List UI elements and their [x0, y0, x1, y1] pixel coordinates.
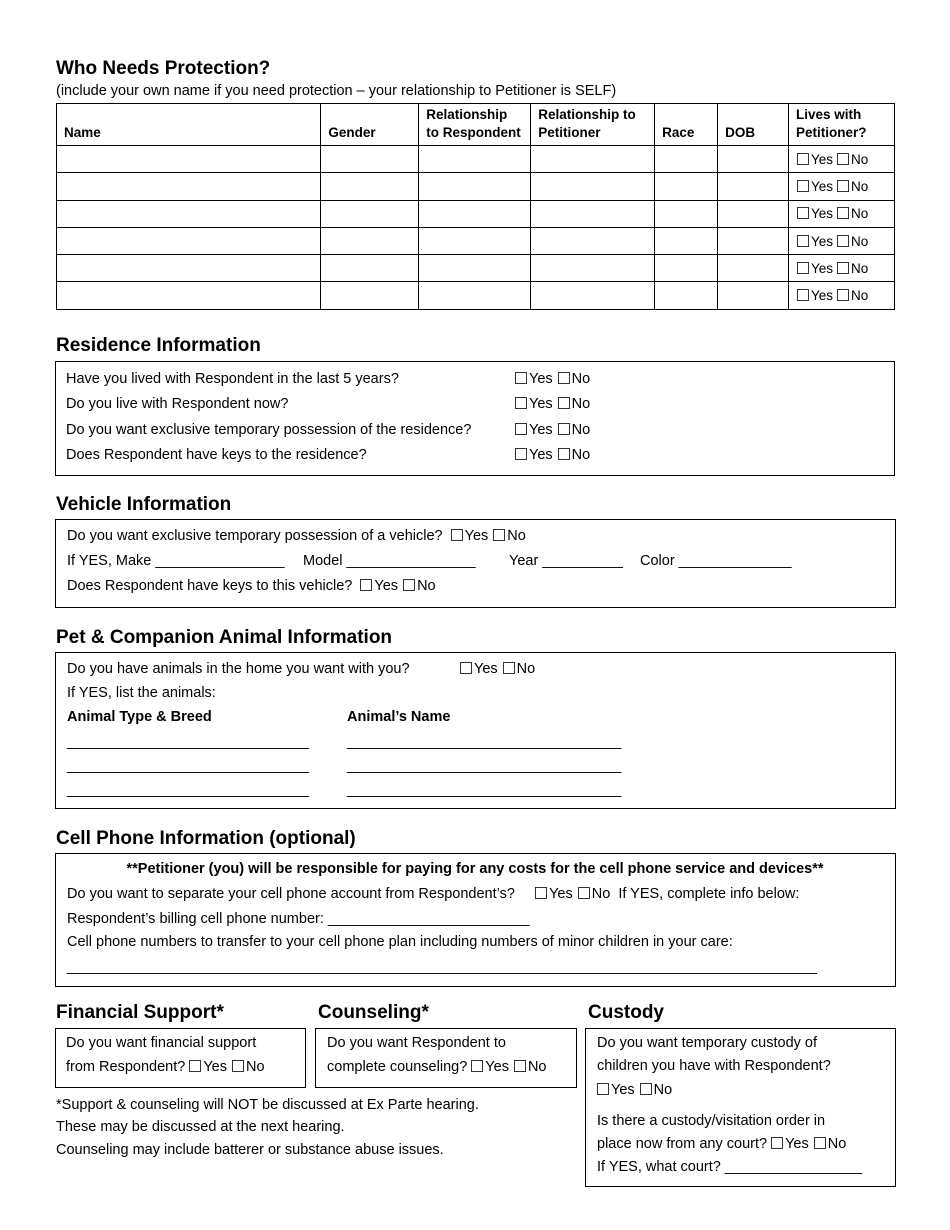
custody-court-field[interactable]: If YES, what court? _________________ [597, 1159, 862, 1175]
residence-title: Residence Information [56, 335, 261, 356]
pets-q1-no-checkbox[interactable] [503, 662, 515, 674]
cell-title: Cell Phone Information (optional) [56, 828, 356, 849]
custody-q1-yes-checkbox[interactable] [597, 1083, 609, 1095]
yes-label: Yes [529, 371, 553, 387]
rel-respondent-cell[interactable] [419, 146, 531, 173]
vehicle-year-field[interactable]: Year __________ [509, 553, 623, 569]
custody-box [585, 1028, 896, 1187]
cell-billing-field[interactable]: Respondent’s billing cell phone number: _________________________ [67, 911, 530, 927]
rel-petitioner-cell[interactable] [531, 227, 655, 254]
custody-line4: place now from any court? [597, 1136, 768, 1152]
lives-with-yes-checkbox[interactable] [797, 262, 809, 274]
vehicle-q1-row [67, 528, 526, 544]
lives-with-no-checkbox[interactable] [837, 207, 849, 219]
rel-petitioner-cell[interactable] [531, 173, 655, 200]
col-header-lives-with: Lives with Petitioner? [789, 104, 895, 146]
no-label: No [851, 260, 869, 276]
no-label: No [653, 1082, 673, 1098]
no-label: No [851, 178, 869, 194]
no-label: No [851, 151, 869, 167]
cell-box [55, 853, 896, 987]
lives-with-cell [789, 173, 895, 200]
rel-respondent-cell[interactable] [419, 255, 531, 282]
lives-with-no-checkbox[interactable] [837, 262, 849, 274]
no-label: No [527, 1059, 547, 1075]
dob-cell[interactable] [718, 255, 789, 282]
lives-with-cell [789, 227, 895, 254]
financial-box [55, 1028, 306, 1088]
gender-cell[interactable] [321, 146, 419, 173]
col-header-rel-respondent: Relationship to Respondent [419, 104, 531, 146]
residence-q1-yesno [515, 371, 590, 387]
pets-q1-yes-checkbox[interactable] [460, 662, 472, 674]
pets-col-name: Animal’s Name [347, 709, 451, 725]
financial-no-checkbox[interactable] [232, 1060, 244, 1072]
yes-label: Yes [374, 578, 399, 594]
dob-cell[interactable] [718, 173, 789, 200]
protection-row [57, 173, 895, 200]
name-cell[interactable] [57, 173, 321, 200]
lives-with-yes-checkbox[interactable] [797, 289, 809, 301]
race-cell[interactable] [655, 200, 718, 227]
financial-line2: from Respondent? [66, 1059, 186, 1075]
residence-q2-no-checkbox[interactable] [558, 397, 570, 409]
yes-label: Yes [203, 1059, 227, 1075]
protection-row [57, 282, 895, 309]
residence-q1-no-checkbox[interactable] [558, 372, 570, 384]
no-label: No [851, 206, 869, 222]
pets-name-line-2[interactable]: __________________________________ [347, 758, 622, 774]
gender-cell[interactable] [321, 227, 419, 254]
protection-title: Who Needs Protection? [56, 58, 271, 79]
rel-petitioner-cell[interactable] [531, 146, 655, 173]
rel-petitioner-cell[interactable] [531, 255, 655, 282]
lives-with-no-checkbox[interactable] [837, 289, 849, 301]
col-header-race: Race [655, 104, 718, 146]
pets-q1: Do you have animals in the home you want with you? [67, 661, 410, 677]
dob-cell[interactable] [718, 200, 789, 227]
counseling-yes-checkbox[interactable] [471, 1060, 483, 1072]
residence-q2-yes-checkbox[interactable] [515, 397, 527, 409]
pets-type-line-1[interactable]: ______________________________ [67, 734, 309, 750]
yes-label: Yes [485, 1059, 509, 1075]
no-label: No [571, 447, 591, 463]
dob-cell[interactable] [718, 227, 789, 254]
dob-cell[interactable] [718, 146, 789, 173]
cell-q1-yes-checkbox[interactable] [535, 887, 547, 899]
protection-row [57, 255, 895, 282]
residence-q1-yes-checkbox[interactable] [515, 372, 527, 384]
cell-transfer-line[interactable]: _____________________________________________________________________________________________ [67, 959, 817, 975]
no-label: No [417, 578, 436, 594]
col-header-dob: DOB [718, 104, 789, 146]
counseling-box [315, 1028, 577, 1088]
vehicle-box [55, 519, 896, 608]
pets-list-prompt: If YES, list the animals: [67, 685, 216, 701]
residence-q3-yesno [515, 422, 590, 438]
footnote-line1: *Support & counseling will NOT be discussed at Ex Parte hearing. [56, 1097, 479, 1113]
yes-label: Yes [811, 260, 834, 276]
protection-header-row [57, 104, 895, 146]
yes-label: Yes [785, 1136, 809, 1152]
pets-name-line-1[interactable]: __________________________________ [347, 734, 622, 750]
custody-line2: children you have with Respondent? [597, 1058, 831, 1074]
lives-with-cell [789, 200, 895, 227]
no-label: No [507, 528, 526, 544]
no-label: No [571, 422, 591, 438]
protection-subtitle: (include your own name if you need protection – your relationship to Petitioner is SELF) [56, 83, 617, 99]
custody-line3: Is there a custody/visitation order in [597, 1113, 826, 1129]
footnote-line2: These may be discussed at the next hearing. [56, 1119, 345, 1135]
vehicle-model-field[interactable]: Model ________________ [303, 553, 476, 569]
yes-label: Yes [811, 288, 834, 304]
rel-respondent-cell[interactable] [419, 173, 531, 200]
rel-respondent-cell[interactable] [419, 200, 531, 227]
gender-cell[interactable] [321, 255, 419, 282]
rel-petitioner-cell[interactable] [531, 282, 655, 309]
cell-q1-after: If YES, complete info below: [618, 886, 800, 902]
yes-label: Yes [811, 178, 834, 194]
lives-with-yes-checkbox[interactable] [797, 207, 809, 219]
race-cell[interactable] [655, 146, 718, 173]
custody-line1: Do you want temporary custody of [597, 1035, 818, 1051]
lives-with-cell [789, 282, 895, 309]
protection-table [56, 103, 895, 310]
financial-line2-row [66, 1059, 265, 1075]
custody-q1-no-checkbox[interactable] [640, 1083, 652, 1095]
counseling-no-checkbox[interactable] [514, 1060, 526, 1072]
cell-q1: Do you want to separate your cell phone account from Respondent’s? [67, 886, 515, 902]
residence-box [55, 361, 895, 476]
race-cell[interactable] [655, 282, 718, 309]
lives-with-yes-checkbox[interactable] [797, 153, 809, 165]
rel-petitioner-cell[interactable] [531, 200, 655, 227]
pets-q1-yesno [460, 661, 535, 677]
residence-q4-no-checkbox[interactable] [558, 448, 570, 460]
custody-title: Custody [588, 1002, 664, 1023]
residence-q2-yesno [515, 396, 590, 412]
lives-with-no-checkbox[interactable] [837, 153, 849, 165]
residence-q4: Does Respondent have keys to the residence? [66, 447, 367, 463]
rel-respondent-cell[interactable] [419, 282, 531, 309]
vehicle-q2-row [67, 578, 436, 594]
col-header-gender: Gender [321, 104, 419, 146]
footnote-line3: Counseling may include batterer or substance abuse issues. [56, 1142, 444, 1158]
lives-with-cell [789, 146, 895, 173]
financial-title: Financial Support* [56, 1002, 224, 1023]
yes-label: Yes [811, 206, 834, 222]
vehicle-q1-yes-checkbox[interactable] [451, 529, 463, 541]
pets-type-line-2[interactable]: ______________________________ [67, 758, 309, 774]
no-label: No [851, 233, 869, 249]
yes-label: Yes [549, 886, 573, 902]
residence-q3-yes-checkbox[interactable] [515, 423, 527, 435]
custody-q2-no-checkbox[interactable] [814, 1137, 826, 1149]
pets-col-type: Animal Type & Breed [67, 709, 212, 725]
cell-notice: **Petitioner (you) will be responsible for paying for any costs for the cell phone service and devices** [126, 861, 824, 877]
custody-q1-yesno [597, 1082, 672, 1098]
no-label: No [851, 288, 869, 304]
race-cell[interactable] [655, 173, 718, 200]
financial-yes-checkbox[interactable] [189, 1060, 201, 1072]
lives-with-no-checkbox[interactable] [837, 180, 849, 192]
dob-cell[interactable] [718, 282, 789, 309]
no-label: No [571, 371, 591, 387]
pets-title: Pet & Companion Animal Information [56, 627, 393, 648]
gender-cell[interactable] [321, 173, 419, 200]
residence-q3-no-checkbox[interactable] [558, 423, 570, 435]
lives-with-yes-checkbox[interactable] [797, 235, 809, 247]
yes-label: Yes [529, 447, 553, 463]
no-label: No [245, 1059, 265, 1075]
no-label: No [516, 661, 536, 677]
lives-with-cell [789, 255, 895, 282]
counseling-line1: Do you want Respondent to [327, 1035, 506, 1051]
no-label: No [571, 396, 591, 412]
name-cell[interactable] [57, 146, 321, 173]
vehicle-q2: Does Respondent have keys to this vehicle? [67, 578, 353, 594]
vehicle-make-field[interactable]: If YES, Make ________________ [67, 553, 285, 569]
race-cell[interactable] [655, 227, 718, 254]
counseling-title: Counseling* [318, 1002, 429, 1023]
custody-line4-row [597, 1136, 846, 1152]
residence-q1: Have you lived with Respondent in the last 5 years? [66, 371, 399, 387]
vehicle-color-field[interactable]: Color ______________ [640, 553, 792, 569]
no-label: No [827, 1136, 847, 1152]
cell-transfer-label: Cell phone numbers to transfer to your cell phone plan including numbers of minor children in your care: [67, 934, 733, 950]
yes-label: Yes [529, 422, 553, 438]
vehicle-title: Vehicle Information [56, 494, 232, 515]
yes-label: Yes [464, 528, 489, 544]
pets-name-line-3[interactable]: __________________________________ [347, 782, 622, 798]
residence-q4-yes-checkbox[interactable] [515, 448, 527, 460]
cell-q1-row [67, 886, 799, 902]
race-cell[interactable] [655, 255, 718, 282]
protection-row [57, 227, 895, 254]
col-header-name: Name [57, 104, 321, 146]
financial-line1: Do you want financial support [66, 1035, 257, 1051]
protection-row [57, 146, 895, 173]
yes-label: Yes [611, 1082, 635, 1098]
name-cell[interactable] [57, 255, 321, 282]
counseling-line2-row [327, 1059, 547, 1075]
name-cell[interactable] [57, 282, 321, 309]
residence-q2: Do you live with Respondent now? [66, 396, 289, 412]
vehicle-q2-no-checkbox[interactable] [403, 579, 415, 591]
name-cell[interactable] [57, 227, 321, 254]
vehicle-q2-yes-checkbox[interactable] [360, 579, 372, 591]
cell-q1-no-checkbox[interactable] [578, 887, 590, 899]
yes-label: Yes [474, 661, 498, 677]
pets-type-line-3[interactable]: ______________________________ [67, 782, 309, 798]
yes-label: Yes [529, 396, 553, 412]
yes-label: Yes [811, 151, 834, 167]
col-header-rel-petitioner: Relationship to Petitioner [531, 104, 655, 146]
gender-cell[interactable] [321, 282, 419, 309]
vehicle-q1: Do you want exclusive temporary possession of a vehicle? [67, 528, 443, 544]
rel-respondent-cell[interactable] [419, 227, 531, 254]
protection-row [57, 200, 895, 227]
counseling-line2: complete counseling? [327, 1059, 468, 1075]
yes-label: Yes [811, 233, 834, 249]
no-label: No [591, 886, 611, 902]
residence-q3: Do you want exclusive temporary possession of the residence? [66, 422, 472, 438]
pets-box [55, 652, 896, 809]
lives-with-yes-checkbox[interactable] [797, 180, 809, 192]
gender-cell[interactable] [321, 200, 419, 227]
custody-q2-yes-checkbox[interactable] [771, 1137, 783, 1149]
residence-q4-yesno [515, 447, 590, 463]
name-cell[interactable] [57, 200, 321, 227]
lives-with-no-checkbox[interactable] [837, 235, 849, 247]
vehicle-q1-no-checkbox[interactable] [493, 529, 505, 541]
